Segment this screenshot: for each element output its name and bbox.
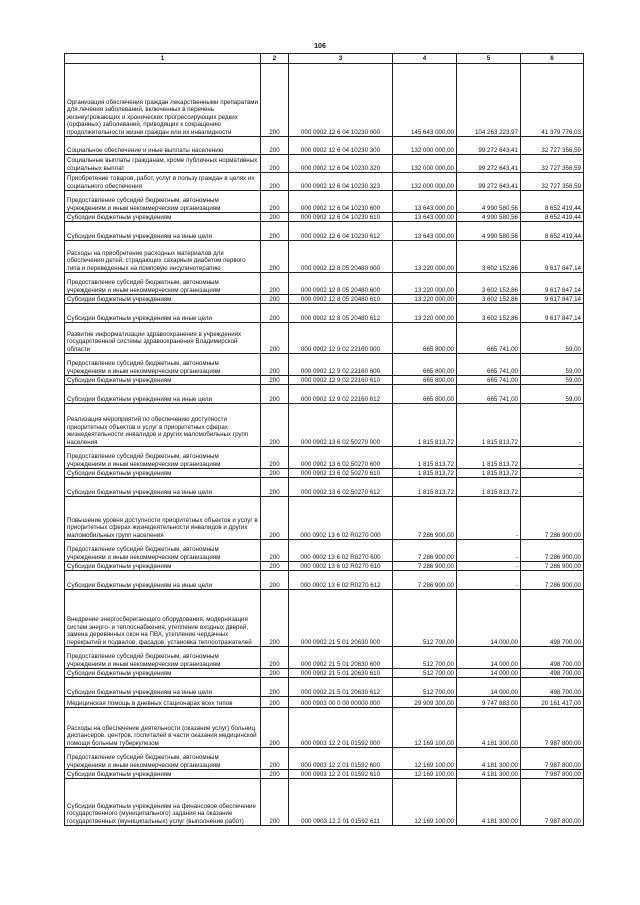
row-plan: 145 643 000,00 [393,64,457,137]
row-code: 200 [261,213,289,222]
row-code: 200 [261,697,289,708]
row-remainder: 498 700,00 [521,669,584,678]
row-executed: 1 815 813,72 [457,469,521,478]
row-name: Повышение уровня доступности приоритетных объектов и услуг в приоритетных сферах жизнедеятельности инвалидов и других маломобильных групп населения [65,497,261,540]
row-plan: 512 700,00 [393,590,457,647]
row-kbk: 000 0902 13 6 02 50270 610 [289,469,393,478]
page-number: 106 [314,43,326,50]
row-kbk: 000 0902 21 5 01 20630 612 [289,678,393,697]
column-header: 5 [457,54,521,64]
row-code: 200 [261,748,289,770]
row-plan: 12 169 100,00 [393,770,457,779]
table-row [65,469,584,478]
row-kbk: 000 0902 12 9 02 22160 000 [289,323,393,354]
row-remainder: - [521,447,584,469]
row-name: Приобретение товаров, работ, услуг в пользу граждан в целях их социального обеспечения [65,173,261,191]
row-plan: 1 815 813,72 [393,469,457,478]
column-header: 6 [521,54,584,64]
row-executed: 4 181 300,00 [457,748,521,770]
row-code: 200 [261,64,289,137]
row-kbk: 000 0902 12 6 04 10230 612 [289,222,393,241]
table-row [65,497,584,540]
row-plan: 1 815 813,72 [393,478,457,497]
row-name: Субсидии бюджетным учреждениям на иные цели [65,571,261,590]
table-row [65,213,584,222]
row-plan: 665 800,00 [393,354,457,376]
table-row [65,447,584,469]
row-plan: 665 800,00 [393,376,457,385]
row-remainder: 9 617 847,14 [521,295,584,304]
row-remainder: 498 700,00 [521,590,584,647]
row-kbk: 000 0903 12 2 01 01592 610 [289,770,393,779]
row-name: Медицинская помощь в дневных стационарах всех типов [65,697,261,708]
row-code: 200 [261,590,289,647]
row-code: 200 [261,770,289,779]
budget-execution-table [64,53,584,826]
row-executed: 104 263 223,97 [457,64,521,137]
row-remainder: 59,00 [521,354,584,376]
row-plan: 1 815 813,72 [393,404,457,447]
row-kbk: 000 0902 12 8 05 20480 610 [289,295,393,304]
column-header: 2 [261,54,289,64]
table-row [65,669,584,678]
row-remainder: 8 652 419,44 [521,213,584,222]
row-code: 200 [261,447,289,469]
row-kbk: 000 0902 21 5 01 20630 610 [289,669,393,678]
row-code: 200 [261,323,289,354]
row-name: Субсидии бюджетным учреждениям на иные цели [65,304,261,323]
row-plan: 512 700,00 [393,647,457,669]
table-row [65,137,584,155]
row-name: Социальные выплаты гражданам, кроме публичных нормативных социальных выплат [65,155,261,173]
row-remainder: 32 727 356,59 [521,155,584,173]
row-plan: 665 800,00 [393,323,457,354]
row-name: Развитие информатизации здравоохранения в учреждениях государственной системы здравоохранения Владимирской области [65,323,261,354]
row-kbk: 000 0903 12 2 01 01592 600 [289,748,393,770]
row-code: 200 [261,295,289,304]
row-plan: 12 169 100,00 [393,748,457,770]
row-plan: 13 643 000,00 [393,191,457,213]
table-row [65,323,584,354]
row-plan: 12 169 100,00 [393,779,457,826]
row-plan: 7 286 900,00 [393,571,457,590]
row-plan: 13 220 000,00 [393,304,457,323]
table-row [65,155,584,173]
row-executed: 665 741,00 [457,385,521,404]
row-executed: - [457,540,521,562]
row-executed: 14 000,00 [457,590,521,647]
table-row [65,222,584,241]
row-kbk: 000 0902 21 5 01 20630 600 [289,647,393,669]
row-name: Субсидии бюджетным учреждениям на иные цели [65,478,261,497]
row-kbk: 000 0902 12 6 04 10230 320 [289,155,393,173]
row-remainder: 59,00 [521,385,584,404]
table-header-row [65,54,584,64]
row-executed: 14 000,00 [457,647,521,669]
row-plan: 512 700,00 [393,678,457,697]
row-executed: - [457,562,521,571]
row-plan: 665 800,00 [393,385,457,404]
table-row [65,376,584,385]
row-executed: 1 815 813,72 [457,447,521,469]
table-row [65,241,584,273]
row-remainder: 498 700,00 [521,678,584,697]
row-executed: 99 272 643,41 [457,173,521,191]
row-name: Предоставление субсидий бюджетным, автономным учреждениям и иным некоммерческим организациям [65,647,261,669]
row-plan: 13 220 000,00 [393,241,457,273]
row-executed: 4 990 580,56 [457,191,521,213]
row-name: Субсидии бюджетным учреждениям [65,295,261,304]
row-name: Расходы на приобретение расходных материалов для обеспечения детей, страдающих сахарным диабетом первого типа и переведенных на помповую инсулинотерапию [65,241,261,273]
row-kbk: 000 0902 12 6 04 10230 610 [289,213,393,222]
row-code: 200 [261,562,289,571]
table-body [65,64,584,826]
row-kbk: 000 0902 12 6 04 10230 600 [289,191,393,213]
row-remainder: 7 987 800,00 [521,708,584,748]
row-remainder: 7 987 800,00 [521,770,584,779]
row-kbk: 000 0902 12 6 04 10230 323 [289,173,393,191]
row-remainder: 9 617 847,14 [521,273,584,295]
row-executed: 4 181 300,00 [457,779,521,826]
row-name: Субсидии бюджетным учреждениям [65,469,261,478]
row-executed: 665 741,00 [457,323,521,354]
row-name: Субсидии бюджетным учреждениям [65,376,261,385]
row-name: Предоставление субсидий бюджетным, автономным учреждениям и иным некоммерческим организациям [65,191,261,213]
row-remainder: 41 379 776,03 [521,64,584,137]
row-kbk: 000 0902 13 6 02 50270 600 [289,447,393,469]
row-kbk: 000 0902 12 6 04 10230 300 [289,137,393,155]
row-code: 200 [261,571,289,590]
row-remainder: 32 727 356,59 [521,137,584,155]
row-remainder: 59,00 [521,376,584,385]
row-remainder: 7 987 800,00 [521,748,584,770]
row-name: Субсидии бюджетным учреждениям [65,669,261,678]
row-name: Предоставление субсидий бюджетным, автономным учреждениям и иным некоммерческим организациям [65,354,261,376]
table-row [65,779,584,826]
table-row [65,295,584,304]
table-row [65,354,584,376]
row-remainder: 7 987 800,00 [521,779,584,826]
table-row [65,571,584,590]
row-remainder: 7 286 900,00 [521,562,584,571]
row-plan: 1 815 813,72 [393,447,457,469]
row-name: Предоставление субсидий бюджетным, автономным учреждениям и иным некоммерческим организациям [65,273,261,295]
row-code: 200 [261,669,289,678]
row-kbk: 000 0902 13 6 02 R0270 610 [289,562,393,571]
row-executed: 3 602 152,86 [457,241,521,273]
row-name: Предоставление субсидий бюджетным, автономным учреждениям и иным некоммерческим организациям [65,447,261,469]
table-row [65,404,584,447]
row-kbk: 000 0903 12 2 01 01592 611 [289,779,393,826]
row-kbk: 000 0902 13 6 02 R0270 000 [289,497,393,540]
row-code: 200 [261,376,289,385]
column-header: 4 [393,54,457,64]
row-plan: 12 169 100,00 [393,708,457,748]
table-row [65,697,584,708]
row-plan: 132 000 000,00 [393,155,457,173]
row-code: 200 [261,241,289,273]
row-code: 200 [261,173,289,191]
table-row [65,708,584,748]
row-code: 200 [261,137,289,155]
row-kbk: 000 0903 00 0 00 00000 000 [289,697,393,708]
row-name: Социальное обеспечение и иные выплаты населению [65,137,261,155]
row-kbk: 000 0902 13 6 02 R0270 600 [289,540,393,562]
row-remainder: 9 617 847,14 [521,304,584,323]
row-name: Субсидии бюджетным учреждениям на иные цели [65,678,261,697]
row-code: 200 [261,155,289,173]
row-remainder: 7 286 900,00 [521,497,584,540]
row-plan: 13 220 000,00 [393,295,457,304]
row-executed: 3 602 152,86 [457,304,521,323]
table-row [65,678,584,697]
row-kbk: 000 0902 13 6 02 R0270 612 [289,571,393,590]
row-executed: 1 815 813,72 [457,478,521,497]
row-code: 200 [261,273,289,295]
row-code: 200 [261,497,289,540]
table-row [65,191,584,213]
table-row [65,173,584,191]
row-plan: 7 286 900,00 [393,562,457,571]
row-kbk: 000 0902 21 5 01 20630 000 [289,590,393,647]
row-executed: 99 272 643,41 [457,155,521,173]
row-executed: 1 815 813,72 [457,404,521,447]
row-executed: - [457,571,521,590]
row-code: 200 [261,304,289,323]
row-executed: 4 181 300,00 [457,770,521,779]
table-row [65,64,584,137]
row-executed: 4 990 580,56 [457,213,521,222]
row-name: Реализация мероприятий по обеспечению доступности приоритетных объектов и услуг в приоритетных сферах жизнедеятельности инвалидов и других маломобильных групп населения [65,404,261,447]
row-executed: 3 602 152,86 [457,295,521,304]
table-row [65,540,584,562]
row-executed: 4 181 300,00 [457,708,521,748]
row-remainder: - [521,404,584,447]
row-kbk: 000 0902 12 6 04 10230 000 [289,64,393,137]
row-plan: 7 286 900,00 [393,497,457,540]
row-name: Расходы на обеспечение деятельности (оказание услуг) больниц, диспансеров, центров, госпиталей в части оказания медицинской помощи больным туберкулезом [65,708,261,748]
row-code: 200 [261,222,289,241]
row-code: 200 [261,678,289,697]
table-row [65,748,584,770]
row-executed: 665 741,00 [457,376,521,385]
row-executed: 3 602 152,86 [457,273,521,295]
row-name: Субсидии бюджетным учреждениям на иные цели [65,222,261,241]
table-row [65,478,584,497]
row-executed: 4 990 580,56 [457,222,521,241]
row-kbk: 000 0902 12 8 05 20480 612 [289,304,393,323]
row-kbk: 000 0902 13 6 02 50270 000 [289,404,393,447]
row-code: 200 [261,385,289,404]
row-remainder: 9 617 847,14 [521,241,584,273]
row-name: Субсидии бюджетным учреждениям [65,213,261,222]
row-code: 200 [261,404,289,447]
row-executed: 14 000,00 [457,669,521,678]
row-kbk: 000 0902 12 8 05 20480 600 [289,273,393,295]
row-executed: 665 741,00 [457,354,521,376]
row-kbk: 000 0902 12 8 05 20480 000 [289,241,393,273]
row-executed: - [457,497,521,540]
row-name: Внедрение энергосберегающего оборудования, модернизация систем энерго- и теплоснабжения, утепление входных дверей, замена деревянных окон на ПВХ, утепление чердачных перекрытий и подвалов, фасадов, установка теплоотражателей [65,590,261,647]
row-code: 200 [261,540,289,562]
row-plan: 512 700,00 [393,669,457,678]
row-name: Организация обеспечения граждан лекарственными препаратами для лечения заболеваний, включенных в перечень жизнеугрожающих и хронических прогрессирующих редких (орфанных) заболеваний, приводящих к сокращению продолжительности жизни граждан или их инвалидности [65,64,261,137]
column-header: 1 [65,54,261,64]
table-row [65,273,584,295]
row-remainder: 8 652 419,44 [521,191,584,213]
row-name: Субсидии бюджетным учреждениям [65,770,261,779]
row-code: 200 [261,708,289,748]
row-code: 200 [261,469,289,478]
row-name: Предоставление субсидий бюджетным, автономным учреждениям и иным некоммерческим организациям [65,748,261,770]
row-remainder: 20 161 417,00 [521,697,584,708]
row-executed: 14 000,00 [457,678,521,697]
row-remainder: - [521,469,584,478]
table-row [65,304,584,323]
row-name: Субсидии бюджетным учреждениям на иные цели [65,385,261,404]
row-plan: 132 000 000,00 [393,137,457,155]
row-kbk: 000 0902 12 9 02 22160 612 [289,385,393,404]
row-code: 200 [261,191,289,213]
row-plan: 29 909 300,00 [393,697,457,708]
table-row [65,770,584,779]
row-code: 200 [261,779,289,826]
row-remainder: 498 700,00 [521,647,584,669]
row-remainder: 8 652 419,44 [521,222,584,241]
row-kbk: 000 0903 12 2 01 01592 000 [289,708,393,748]
row-name: Субсидии бюджетным учреждениям на финансовое обеспечение государственного (муниципального) задания на оказание государственных (муниципальных) услуг (выполнение работ) [65,779,261,826]
row-kbk: 000 0902 13 6 02 50270 612 [289,478,393,497]
row-code: 200 [261,647,289,669]
row-kbk: 000 0902 12 9 02 22160 600 [289,354,393,376]
column-header: 3 [289,54,393,64]
row-remainder: - [521,478,584,497]
row-executed: 99 272 643,41 [457,137,521,155]
row-plan: 7 286 900,00 [393,540,457,562]
row-plan: 132 000 000,00 [393,173,457,191]
row-code: 200 [261,478,289,497]
row-remainder: 7 286 900,00 [521,540,584,562]
row-plan: 13 643 000,00 [393,222,457,241]
row-kbk: 000 0902 12 9 02 22160 610 [289,376,393,385]
row-remainder: 32 727 356,59 [521,173,584,191]
row-remainder: 7 286 900,00 [521,571,584,590]
table-row [65,590,584,647]
row-name: Предоставление субсидий бюджетным, автономным учреждениям и иным некоммерческим организациям [65,540,261,562]
table-row [65,562,584,571]
row-plan: 13 643 000,00 [393,213,457,222]
row-plan: 13 220 000,00 [393,273,457,295]
row-remainder: 59,00 [521,323,584,354]
row-name: Субсидии бюджетным учреждениям [65,562,261,571]
table-row [65,385,584,404]
table-row [65,647,584,669]
row-code: 200 [261,354,289,376]
row-executed: 9 747 883,00 [457,697,521,708]
